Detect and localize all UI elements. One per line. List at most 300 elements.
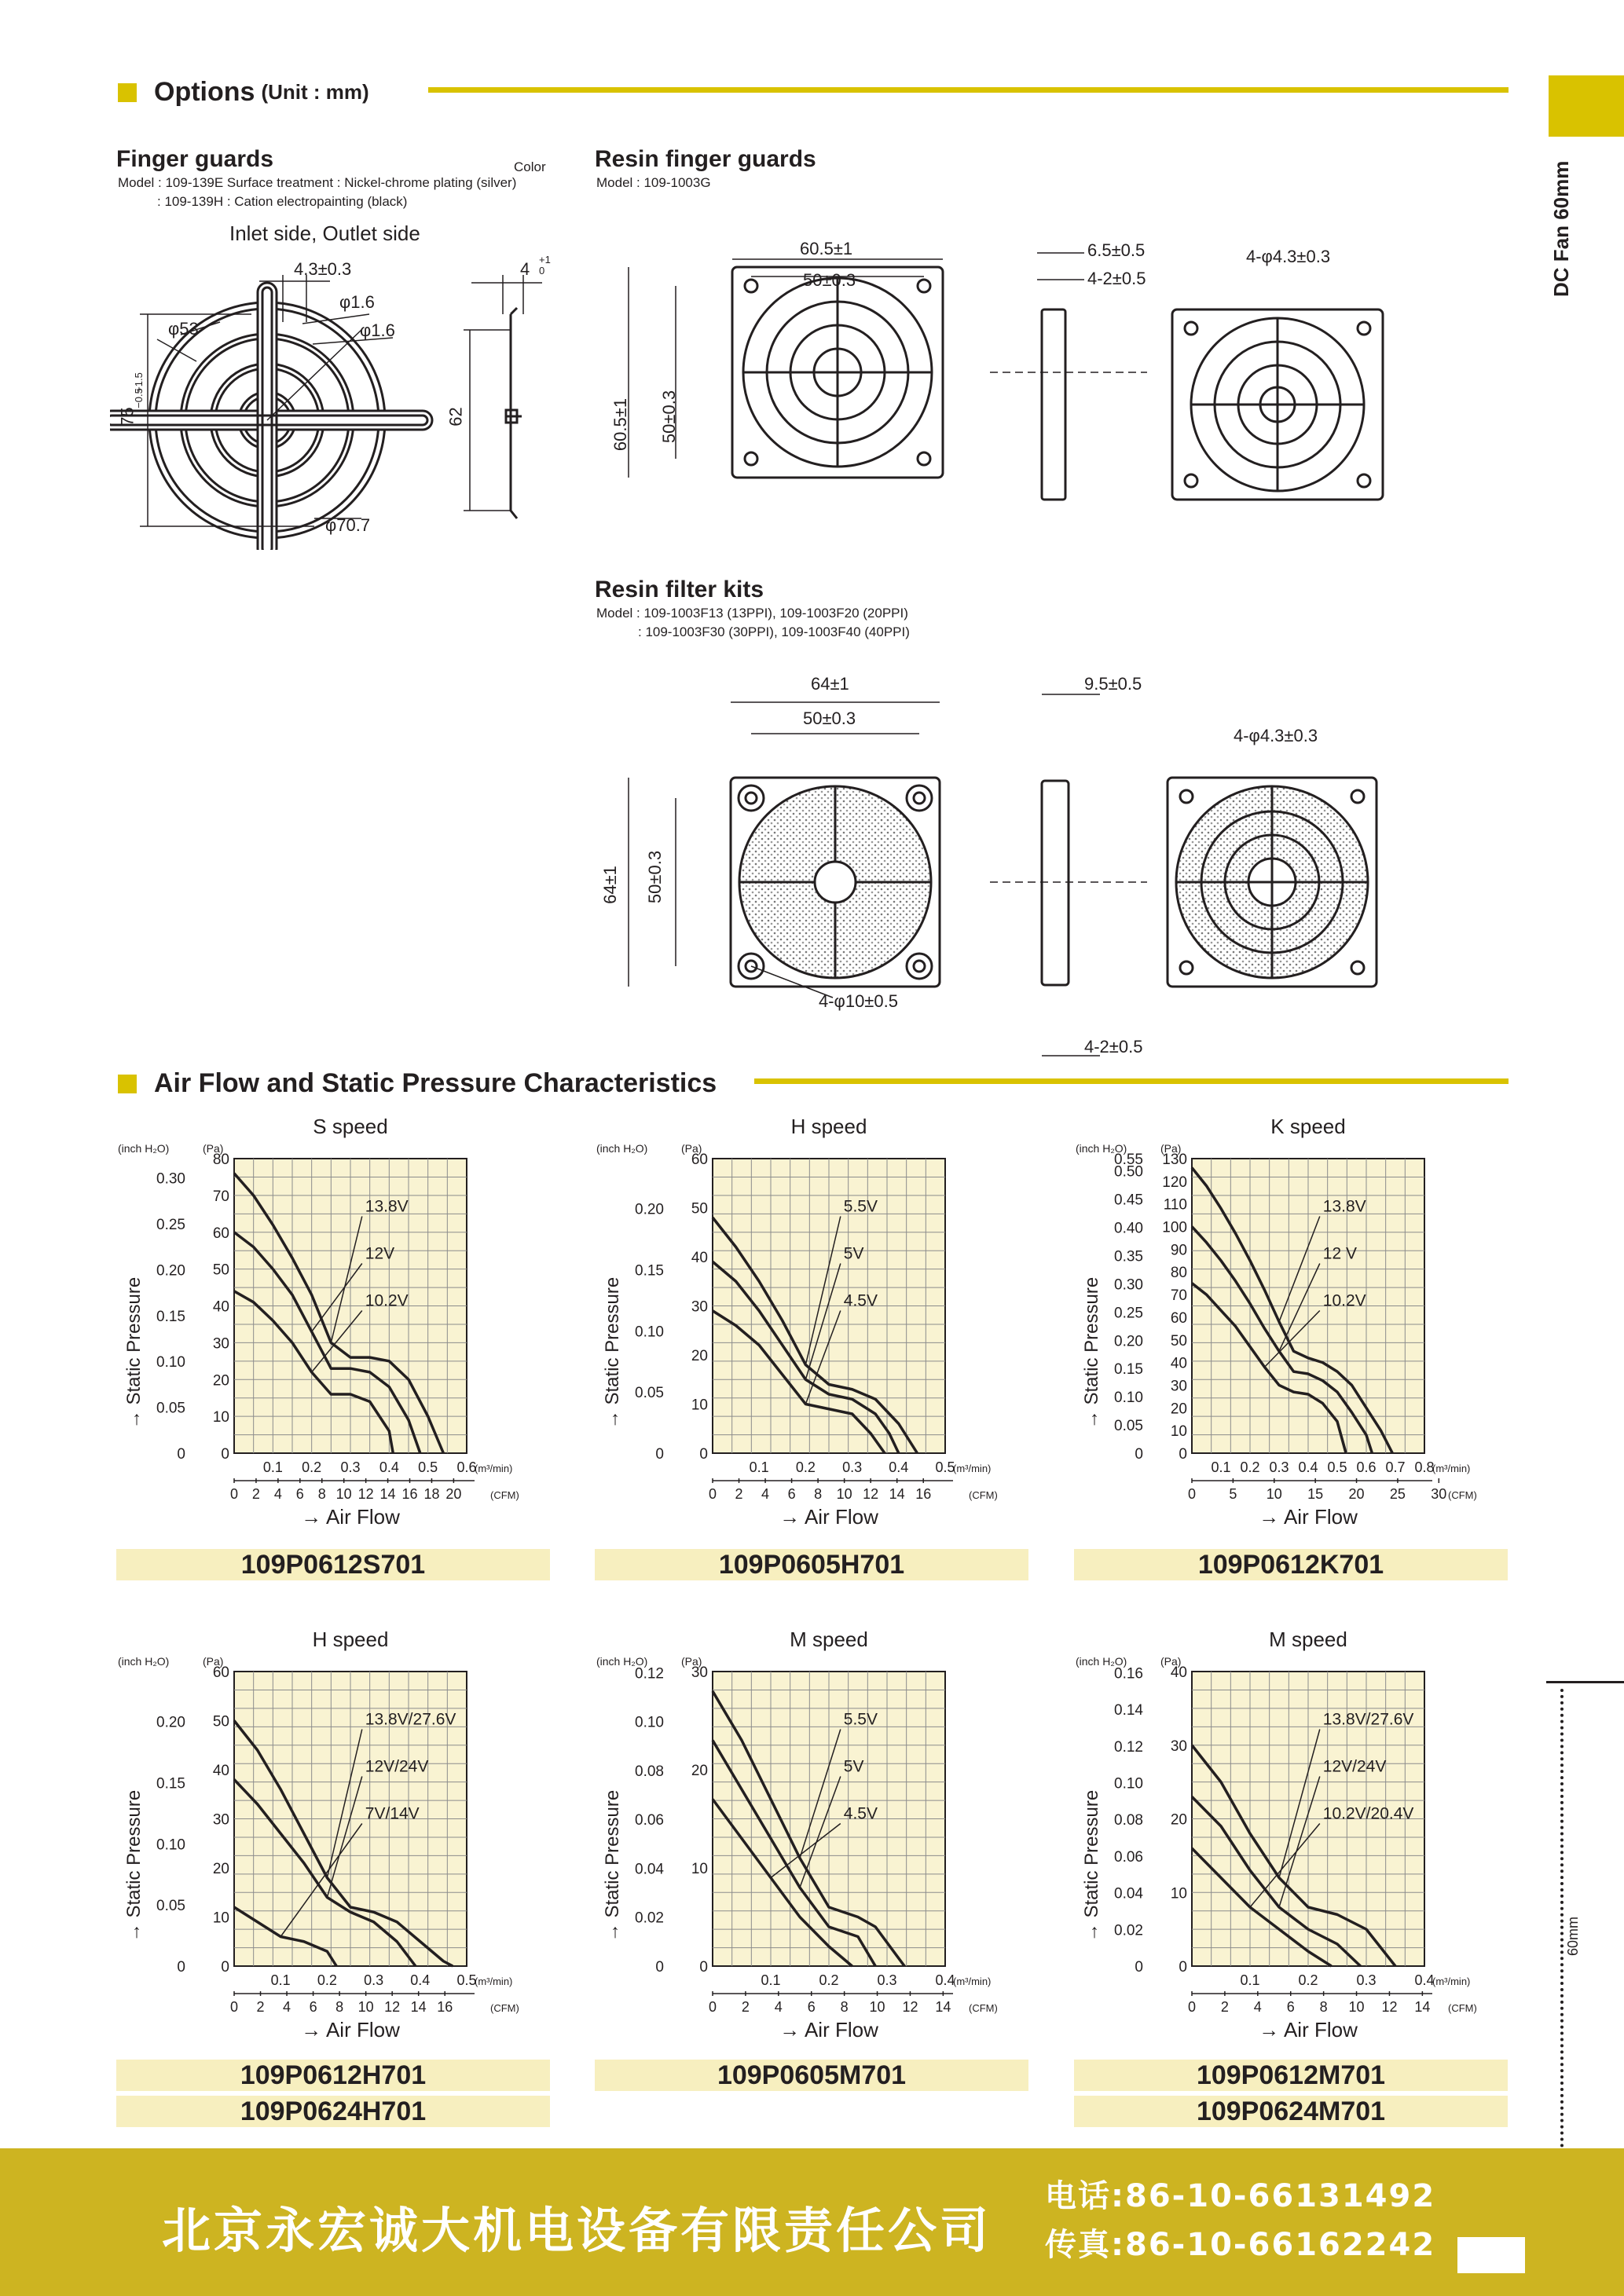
rfg-dim-outer-h: 60.5±1	[610, 397, 631, 452]
chart-title: S speed	[313, 1115, 388, 1138]
x-tick-cfm: 2	[256, 1999, 265, 2015]
y-tick-inch: 0.25	[156, 1217, 185, 1234]
y-tick-pa: 40	[212, 1763, 229, 1779]
y-tick-inch: 0.30	[1114, 1276, 1143, 1294]
model-bar-m701-0605: 109P0605M701	[595, 2060, 1028, 2091]
x-tick-m3: 0.1	[1211, 1459, 1231, 1475]
x-tick-cfm: 2	[251, 1486, 260, 1502]
y-tick-pa: 80	[212, 1152, 229, 1168]
y-tick-inch: 0.02	[1114, 1922, 1143, 1939]
y-unit-left: (inch H₂O)	[596, 1655, 648, 1668]
y-tick-inch: 0.10	[635, 1324, 664, 1341]
x-tick-m3: 0.3	[1356, 1972, 1377, 1988]
airflow-rule	[754, 1078, 1509, 1084]
y-tick-pa: 60	[691, 1152, 708, 1168]
y-tick-pa: 20	[691, 1763, 708, 1779]
resin-finger-guards-title: Resin finger guards	[595, 146, 816, 172]
y-tick-pa: 0	[221, 1959, 229, 1976]
y-tick-inch: 0	[177, 1959, 185, 1976]
side-size-label: 60mm	[1565, 1917, 1581, 1957]
chart-h-speed-0605	[595, 1111, 1035, 1528]
x-tick-m3: 0.8	[1414, 1459, 1435, 1475]
y-tick-pa: 50	[1170, 1332, 1187, 1349]
fg-dim-inner: φ53	[168, 319, 199, 339]
x-tick-cfm: 14	[410, 1999, 427, 2015]
x-unit-bottom: (CFM)	[490, 1489, 519, 1501]
x-tick-cfm: 12	[863, 1486, 879, 1502]
y-tick-pa: 40	[1170, 1355, 1187, 1372]
x-tick-m3: 0.4	[1414, 1972, 1435, 1988]
y-tick-inch: 0.25	[1114, 1305, 1143, 1322]
y-tick-inch: 0.05	[635, 1385, 664, 1402]
x-tick-cfm: 6	[295, 1486, 304, 1502]
series-label: 12V/24V	[1322, 1757, 1387, 1776]
y-tick-pa: 90	[1170, 1242, 1187, 1259]
footer-company: 北京永宏诚大机电设备有限责任公司	[162, 2202, 992, 2259]
y-tick-inch: 0.50	[1114, 1163, 1143, 1181]
y-tick-pa: 60	[212, 1225, 229, 1242]
x-tick-cfm: 10	[335, 1486, 352, 1502]
y-tick-inch: 0.12	[1114, 1738, 1143, 1756]
options-unit: (Unit : mm)	[261, 80, 369, 104]
y-tick-pa: 30	[212, 1811, 229, 1829]
y-tick-pa: 0	[221, 1446, 229, 1463]
x-tick-cfm: 4	[283, 1999, 291, 2015]
rfk-dim-outer-w: 64±1	[811, 674, 849, 694]
x-tick-cfm: 10	[1348, 1999, 1365, 2015]
y-tick-inch: 0.15	[1114, 1361, 1143, 1379]
x-tick-cfm: 8	[1319, 1999, 1328, 2015]
x-tick-m3: 0.1	[270, 1972, 291, 1988]
series-label: 10.2V/20.4V	[1322, 1804, 1414, 1823]
x-unit-top: (m³/min)	[1432, 1463, 1471, 1474]
rfg-dim-pitch-w: 50±0.3	[803, 270, 856, 290]
options-title: Options	[154, 77, 255, 107]
rfg-dim-thk1: 6.5±0.5	[1087, 240, 1146, 260]
x-tick-cfm: 15	[1307, 1486, 1324, 1502]
y-unit-left: (inch H₂O)	[118, 1655, 170, 1668]
resin-filter-kits-line2: : 109-1003F30 (30PPI), 109-1003F40 (40PPI)	[638, 624, 910, 639]
x-tick-m3: 0.4	[935, 1972, 955, 1988]
x-tick-cfm: 16	[437, 1999, 453, 2015]
chart-k-speed	[1074, 1111, 1514, 1528]
fg-dim-tol-minus: −0.5	[132, 388, 145, 408]
chart-title: H speed	[790, 1115, 867, 1138]
y-tick-pa: 130	[1162, 1152, 1187, 1168]
x-tick-cfm: 10	[357, 1999, 374, 2015]
y-tick-pa: 120	[1162, 1174, 1187, 1191]
series-label: 5V	[843, 1757, 864, 1776]
resin-filter-kits-title: Resin filter kits	[595, 577, 764, 602]
y-unit-left: (inch H₂O)	[596, 1142, 648, 1155]
x-tick-m3: 0.5	[418, 1459, 438, 1475]
y-tick-inch: 0.15	[635, 1262, 664, 1280]
y-tick-pa: 0	[1179, 1446, 1187, 1463]
y-tick-inch: 0	[655, 1959, 664, 1976]
x-tick-m3: 0.3	[364, 1972, 384, 1988]
finger-guards-model-line1: Model : 109-139E Surface treatment : Nickel-chrome plating (silver)	[118, 175, 517, 190]
x-tick-cfm: 20	[445, 1486, 462, 1502]
fg-dim-thickness-tol: +1 0	[539, 254, 551, 276]
x-tick-m3: 0.2	[819, 1972, 839, 1988]
series-label: 5V	[843, 1244, 864, 1263]
y-tick-inch: 0.20	[156, 1262, 185, 1280]
fg-dim-wire1: φ1.6	[339, 292, 375, 312]
side-rule	[1546, 1681, 1624, 1683]
rfk-dim-thk2: 4-2±0.5	[1084, 1037, 1143, 1056]
x-unit-bottom: (CFM)	[969, 1489, 998, 1501]
series-label: 4.5V	[843, 1291, 878, 1310]
footer-phone: 电话:86-10-66131492	[1045, 2178, 1436, 2214]
x-tick-cfm: 10	[1266, 1486, 1282, 1502]
resin-finger-guards-model: Model : 109-1003G	[596, 175, 711, 190]
rfg-dim-outer-w: 60.5±1	[800, 239, 853, 258]
y-tick-pa: 10	[691, 1397, 708, 1414]
x-tick-m3: 0.3	[877, 1972, 897, 1988]
rfk-dim-thk1: 9.5±0.5	[1084, 674, 1142, 694]
rfg-dim-thk2: 4-2±0.5	[1087, 269, 1146, 288]
series-label: 13.8V/27.6V	[365, 1710, 456, 1729]
x-tick-cfm: 4	[1253, 1999, 1262, 2015]
side-tab	[1549, 75, 1624, 137]
x-tick-cfm: 30	[1431, 1486, 1447, 1502]
fg-dim-outer: φ70.7	[325, 515, 371, 535]
y-tick-pa: 10	[1170, 1885, 1187, 1902]
y-tick-pa: 20	[212, 1861, 229, 1877]
x-tick-m3: 0.5	[935, 1459, 955, 1475]
x-tick-cfm: 8	[814, 1486, 823, 1502]
y-tick-inch: 0.08	[1114, 1812, 1143, 1829]
y-tick-inch: 0	[177, 1446, 185, 1463]
y-tick-pa: 70	[212, 1188, 229, 1205]
x-tick-cfm: 14	[1414, 1999, 1431, 2015]
y-tick-inch: 0.45	[1114, 1192, 1143, 1209]
y-tick-inch: 0	[655, 1446, 664, 1463]
y-tick-pa: 20	[212, 1372, 229, 1390]
y-unit-right: (Pa)	[1160, 1655, 1182, 1668]
x-tick-cfm: 0	[229, 1486, 239, 1502]
rfg-dim-holes: 4-φ4.3±0.3	[1246, 247, 1331, 266]
y-tick-inch: 0.10	[156, 1354, 185, 1371]
rfg-dim-pitch-h: 50±0.3	[659, 390, 680, 444]
series-label: 5.5V	[843, 1197, 878, 1216]
x-tick-cfm: 0	[1187, 1486, 1197, 1502]
y-tick-pa: 0	[699, 1959, 708, 1976]
fg-dim-height: 75	[117, 407, 137, 427]
y-tick-pa: 40	[1170, 1664, 1187, 1681]
series-label: 13.8V	[1322, 1197, 1366, 1216]
airflow-square-icon	[118, 1075, 137, 1093]
series-label: 4.5V	[843, 1804, 878, 1823]
series-label: 12 V	[1322, 1244, 1358, 1263]
x-tick-cfm: 16	[915, 1486, 932, 1502]
y-tick-inch: 0.10	[635, 1714, 664, 1731]
x-tick-m3: 0.4	[379, 1459, 399, 1475]
series-label: 12V	[365, 1244, 395, 1263]
options-rule	[428, 87, 1509, 93]
chart-s-speed	[116, 1111, 556, 1528]
x-tick-cfm: 16	[401, 1486, 418, 1502]
y-tick-pa: 70	[1170, 1287, 1187, 1305]
x-axis-label: → Air Flow	[779, 1505, 878, 1528]
y-tick-pa: 60	[212, 1664, 229, 1681]
finger-guard-side-view	[456, 251, 550, 534]
y-unit-right: (Pa)	[681, 1655, 702, 1668]
x-tick-cfm: 8	[317, 1486, 326, 1502]
y-tick-pa: 80	[1170, 1265, 1187, 1282]
side-dotted-line	[1560, 1689, 1564, 2160]
x-tick-cfm: 12	[902, 1999, 918, 2015]
y-axis-label: → Static Pressure	[1081, 1789, 1102, 1943]
y-axis-label: → Static Pressure	[602, 1276, 623, 1430]
x-tick-m3: 0.4	[1298, 1459, 1318, 1475]
x-tick-cfm: 6	[309, 1999, 317, 2015]
y-unit-left: (inch H₂O)	[1076, 1142, 1127, 1155]
x-tick-cfm: 2	[735, 1486, 743, 1502]
fg-dim-side-height: 62	[445, 407, 466, 427]
y-axis-label: → Static Pressure	[602, 1789, 623, 1943]
model-bar-m701-0624: 109P0624M701	[1074, 2096, 1508, 2127]
rfk-dim-holes-big: 4-φ10±0.5	[819, 991, 898, 1011]
y-tick-inch: 0.06	[635, 1812, 664, 1829]
chart-m-speed-0605	[595, 1624, 1035, 2041]
x-tick-m3: 0.1	[749, 1459, 769, 1475]
y-tick-inch: 0.15	[156, 1308, 185, 1325]
x-tick-m3: 0.6	[1356, 1459, 1377, 1475]
x-tick-m3: 0.3	[842, 1459, 863, 1475]
fg-dim-wire2: φ1.6	[360, 320, 395, 340]
y-tick-inch: 0.40	[1114, 1220, 1143, 1237]
x-tick-cfm: 12	[1381, 1999, 1398, 2015]
y-tick-pa: 40	[691, 1250, 708, 1266]
y-tick-inch: 0.05	[1114, 1418, 1143, 1435]
finger-guard-dimensions	[134, 251, 464, 550]
airflow-title: Air Flow and Static Pressure Characteristics	[154, 1068, 717, 1098]
x-tick-cfm: 4	[273, 1486, 282, 1502]
x-axis-label: → Air Flow	[1259, 2018, 1358, 2041]
x-tick-m3: 0.4	[889, 1459, 909, 1475]
x-tick-m3: 0.3	[1269, 1459, 1289, 1475]
model-bar-h701-0612: 109P0612H701	[116, 2060, 550, 2091]
rfk-dim-pitch-h: 50±0.3	[645, 850, 665, 904]
x-tick-m3: 0.6	[456, 1459, 477, 1475]
footer-white-box	[1457, 2237, 1525, 2273]
x-tick-cfm: 14	[379, 1486, 396, 1502]
model-bar-s701: 109P0612S701	[116, 1549, 550, 1580]
y-tick-pa: 20	[691, 1348, 708, 1364]
y-axis-label: → Static Pressure	[123, 1789, 145, 1943]
x-axis-label: → Air Flow	[1259, 1505, 1358, 1528]
x-tick-cfm: 8	[840, 1999, 849, 2015]
x-tick-cfm: 2	[1220, 1999, 1229, 2015]
y-tick-inch: 0.12	[635, 1665, 664, 1683]
y-tick-pa: 60	[1170, 1309, 1187, 1327]
x-tick-m3: 0.3	[340, 1459, 361, 1475]
y-tick-inch: 0.15	[156, 1775, 185, 1792]
chart-title: M speed	[1269, 1628, 1347, 1651]
y-tick-inch: 0.20	[1114, 1333, 1143, 1350]
series-label: 10.2V	[365, 1291, 409, 1310]
y-tick-pa: 10	[212, 1910, 229, 1927]
y-tick-pa: 30	[691, 1298, 708, 1316]
chart-title: H speed	[312, 1628, 389, 1651]
y-tick-pa: 110	[1163, 1196, 1187, 1214]
y-tick-pa: 50	[691, 1200, 708, 1218]
y-tick-inch: 0	[1135, 1446, 1143, 1463]
x-tick-cfm: 14	[889, 1486, 905, 1502]
x-tick-m3: 0.2	[302, 1459, 322, 1475]
x-tick-cfm: 25	[1389, 1486, 1406, 1502]
series-label: 7V/14V	[365, 1804, 420, 1823]
y-tick-pa: 100	[1162, 1219, 1187, 1236]
y-tick-inch: 0.55	[1114, 1152, 1143, 1168]
footer-fax: 传真:86-10-66162242	[1045, 2227, 1436, 2263]
x-tick-m3: 0.7	[1385, 1459, 1406, 1475]
chart-m-speed-0612	[1074, 1624, 1514, 2041]
x-tick-cfm: 20	[1348, 1486, 1365, 1502]
x-tick-m3: 0.2	[795, 1459, 816, 1475]
x-tick-cfm: 6	[1286, 1999, 1295, 2015]
y-tick-inch: 0.05	[156, 1898, 185, 1915]
y-tick-pa: 0	[699, 1446, 708, 1463]
y-unit-right: (Pa)	[1160, 1142, 1182, 1155]
x-unit-top: (m³/min)	[953, 1463, 992, 1474]
x-axis-label: → Air Flow	[779, 2018, 878, 2041]
x-tick-cfm: 12	[384, 1999, 401, 2015]
x-tick-cfm: 8	[335, 1999, 344, 2015]
side-tab-label: DC Fan 60mm	[1549, 160, 1573, 297]
x-tick-m3: 0.5	[456, 1972, 477, 1988]
x-tick-cfm: 4	[761, 1486, 770, 1502]
y-tick-inch: 0.20	[635, 1201, 664, 1218]
y-tick-inch: 0.10	[1114, 1390, 1143, 1407]
x-tick-m3: 0.2	[1240, 1459, 1260, 1475]
finger-guards-color-label: Color	[514, 159, 546, 174]
x-tick-cfm: 14	[935, 1999, 951, 2015]
series-label: 10.2V	[1322, 1291, 1366, 1310]
x-tick-cfm: 2	[741, 1999, 750, 2015]
x-unit-top: (m³/min)	[953, 1976, 992, 1987]
y-tick-pa: 10	[1170, 1423, 1187, 1441]
y-tick-pa: 30	[1170, 1378, 1187, 1395]
y-tick-pa: 30	[1170, 1738, 1187, 1755]
y-tick-inch: 0.06	[1114, 1848, 1143, 1866]
x-tick-m3: 0.1	[761, 1972, 781, 1988]
series-label: 5.5V	[843, 1710, 878, 1729]
options-header	[118, 77, 369, 108]
y-axis-label: → Static Pressure	[123, 1276, 145, 1430]
fg-dim-tol-plus: +1.5	[132, 372, 145, 393]
y-tick-inch: 0.04	[1114, 1885, 1143, 1902]
x-unit-top: (m³/min)	[1432, 1976, 1471, 1987]
fg-dim-gap: 4.3±0.3	[294, 259, 352, 279]
y-tick-pa: 50	[212, 1713, 229, 1730]
x-unit-bottom: (CFM)	[1448, 2002, 1477, 2014]
y-unit-left: (inch H₂O)	[1076, 1655, 1127, 1668]
rfk-dim-holes: 4-φ4.3±0.3	[1234, 726, 1318, 745]
finger-guards-model-line2: : 109-139H : Cation electropainting (black)	[157, 194, 408, 209]
y-tick-pa: 30	[212, 1335, 229, 1353]
x-tick-m3: 0.1	[262, 1459, 283, 1475]
y-tick-pa: 20	[1170, 1811, 1187, 1829]
x-tick-cfm: 18	[423, 1486, 440, 1502]
model-bar-h701-0605: 109P0605H701	[595, 1549, 1028, 1580]
x-unit-top: (m³/min)	[475, 1976, 513, 1987]
y-tick-inch: 0.08	[635, 1763, 664, 1780]
y-axis-label: → Static Pressure	[1081, 1276, 1102, 1430]
x-unit-top: (m³/min)	[475, 1463, 513, 1474]
x-tick-m3: 0.5	[1327, 1459, 1347, 1475]
rfk-dim-outer-h: 64±1	[599, 866, 620, 904]
airflow-header	[118, 1068, 717, 1099]
y-tick-inch: 0.04	[635, 1861, 664, 1878]
x-tick-cfm: 6	[787, 1486, 796, 1502]
y-tick-pa: 0	[1179, 1959, 1187, 1976]
x-tick-cfm: 0	[708, 1999, 717, 2015]
fg-dim-thickness: 4	[520, 259, 530, 279]
y-tick-pa: 10	[212, 1409, 229, 1426]
y-unit-right: (Pa)	[203, 1142, 224, 1155]
y-unit-right: (Pa)	[681, 1142, 702, 1155]
y-tick-inch: 0.16	[1114, 1665, 1143, 1683]
x-axis-label: → Air Flow	[301, 1505, 400, 1528]
x-tick-cfm: 0	[708, 1486, 717, 1502]
x-tick-m3: 0.2	[317, 1972, 337, 1988]
x-unit-bottom: (CFM)	[490, 2002, 519, 2014]
x-unit-bottom: (CFM)	[1448, 1489, 1477, 1501]
x-tick-m3: 0.4	[410, 1972, 431, 1988]
y-tick-inch: 0.30	[156, 1170, 185, 1188]
series-label: 12V/24V	[365, 1757, 429, 1776]
x-tick-m3: 0.2	[1298, 1972, 1318, 1988]
finger-guards-caption: Inlet side, Outlet side	[229, 222, 420, 245]
resin-finger-guard-drawing	[597, 236, 1430, 542]
y-tick-inch: 0.02	[635, 1910, 664, 1927]
y-tick-inch: 0.35	[1114, 1248, 1143, 1265]
chart-title: K speed	[1270, 1115, 1346, 1138]
y-unit-right: (Pa)	[203, 1655, 224, 1668]
y-tick-inch: 0.05	[156, 1400, 185, 1417]
model-bar-k701: 109P0612K701	[1074, 1549, 1508, 1580]
y-tick-inch: 0.10	[156, 1836, 185, 1854]
x-tick-cfm: 12	[357, 1486, 374, 1502]
series-label: 13.8V	[365, 1197, 409, 1216]
x-tick-cfm: 5	[1229, 1486, 1237, 1502]
x-tick-m3: 0.1	[1240, 1972, 1260, 1988]
y-tick-pa: 20	[1170, 1401, 1187, 1418]
y-tick-pa: 30	[691, 1664, 708, 1681]
y-tick-inch: 0.14	[1114, 1702, 1143, 1719]
series-label: 13.8V/27.6V	[1322, 1710, 1414, 1729]
resin-filter-kits-line1: Model : 109-1003F13 (13PPI), 109-1003F20 (20PPI)	[596, 606, 908, 621]
y-tick-pa: 10	[691, 1861, 708, 1877]
y-unit-left: (inch H₂O)	[118, 1142, 170, 1155]
x-tick-cfm: 4	[774, 1999, 783, 2015]
chart-h-speed-0612	[116, 1624, 556, 2041]
x-tick-cfm: 6	[807, 1999, 816, 2015]
y-tick-pa: 40	[212, 1298, 229, 1316]
y-tick-inch: 0	[1135, 1959, 1143, 1976]
chart-title: M speed	[790, 1628, 868, 1651]
y-tick-inch: 0.20	[156, 1714, 185, 1731]
model-bar-m701-0612: 109P0612M701	[1074, 2060, 1508, 2091]
y-tick-inch: 0.10	[1114, 1775, 1143, 1792]
options-square-icon	[118, 83, 137, 102]
x-unit-bottom: (CFM)	[969, 2002, 998, 2014]
y-tick-pa: 50	[212, 1262, 229, 1279]
x-tick-cfm: 10	[869, 1999, 885, 2015]
model-bar-h701-0624: 109P0624H701	[116, 2096, 550, 2127]
